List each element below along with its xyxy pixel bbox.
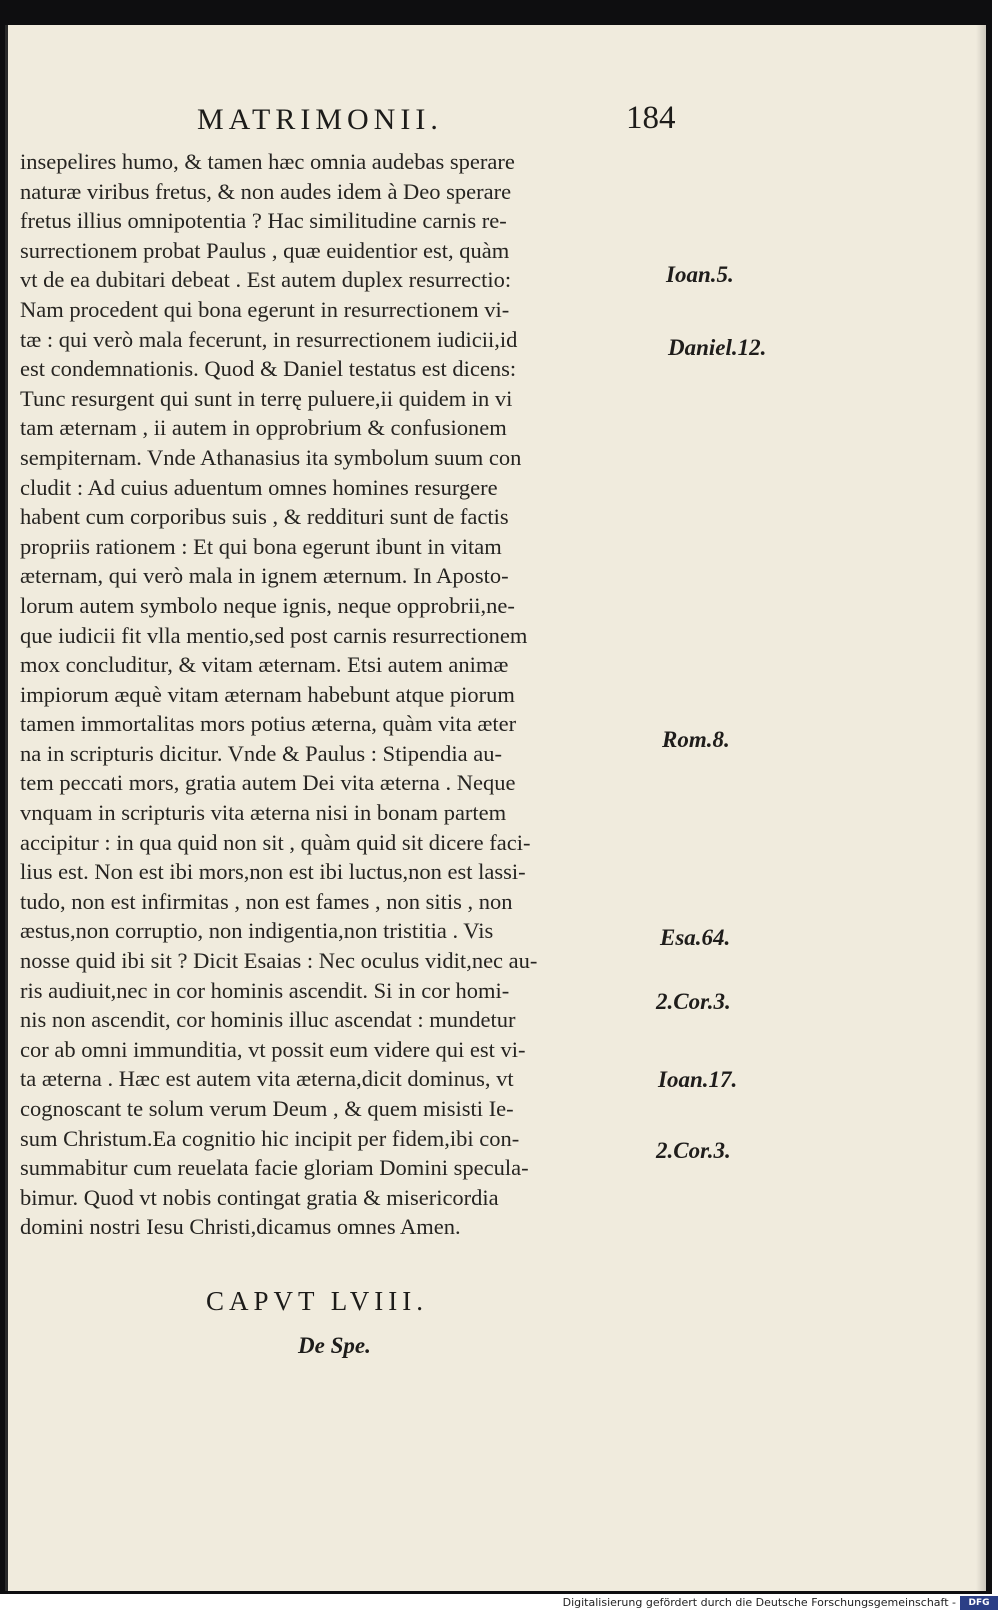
text-line: lorum autem symbolo neque ignis, neque opprobrii,ne- [20,592,515,618]
text-line: æstus,non corruptio, non indigentia,non tristitia . Vis [20,918,494,944]
text-line: que iudicii fit vlla mentio,sed post carnis resurrectionem [20,622,528,648]
text-line: vt de ea dubitari debeat . Est autem duplex resurrectio: [20,267,512,293]
margin-note-2-cor-3-b: 2.Cor.3. [656,1138,731,1163]
text-line: domini nostri Iesu Christi,dicamus omnes Amen. [20,1214,461,1240]
footer-credit: Digitalisierung gefördert durch die Deutsche Forschungsgemeinschaft - [562,1596,956,1609]
text-line: cognoscant te solum verum Deum , & quem misisti Ie- [20,1096,514,1121]
margin-note-ioan-17: Ioan.17. [658,1067,738,1092]
text-line: sempiternam. Vnde Athanasius ita symbolum suum con [20,444,522,470]
text-line: cor ab omni immunditia, vt possit eum videre qui est vi- [20,1036,526,1062]
text-line: mox concluditur, & vitam æternam. Etsi autem animæ [20,652,509,678]
text-line: summabitur cum reuelata facie gloriam Domini specula- [20,1155,529,1181]
page-number: 184 [626,100,676,136]
footer-bar [0,1594,1000,1613]
text-line: æternam, qui verò mala in ignem æternum. In Aposto- [20,563,509,589]
text-line: nosse quid ibi sit ? Dicit Esaias : Nec oculus vidit,nec au- [20,948,538,974]
text-line: fretus illius omnipotentia ? Hac similitudine carnis re- [20,208,507,234]
running-head: MATRIMONII. [197,103,443,136]
text-line: ris audiuit,nec in cor hominis ascendit. Si in cor homi- [20,977,510,1003]
text-line: tamen immortalitas mors potius æterna, quàm vita æter [20,711,517,737]
book-page [5,25,986,1591]
text-line: bimur. Quod vt nobis contingat gratia & misericordia [20,1184,499,1210]
text-line: insepelires humo, & tamen hæc omnia audebas sperare [20,149,515,174]
text-line: ta æterna . Hæc est autem vita æterna,dicit dominus, vt [20,1066,514,1092]
text-line: lius est. Non est ibi mors,non est ibi luctus,non est lassi- [20,859,526,885]
chapter-title: CAPVT LVIII. [206,1286,429,1316]
dfg-logo: DFG [960,1596,998,1610]
text-line: propriis rationem : Et qui bona egerunt ibunt in vitam [20,533,502,559]
text-line: cludit : Ad cuius aduentum omnes homines resurgere [20,474,498,500]
text-line: Nam procedent qui bona egerunt in resurrectionem vi- [20,296,510,322]
text-line: Tunc resurgent qui sunt in terrę puluere,ii quidem in vi [20,385,513,411]
text-line: tem peccati mors, gratia autem Dei vita æterna . Neque [20,770,516,796]
text-line: habent cum corporibus suis , & reddituri sunt de factis [20,504,509,530]
margin-note-esa-64: Esa.64. [660,925,731,950]
text-line: tam æternam , ii autem in opprobrium & confusionem [20,415,507,441]
text-line: na in scripturis dicitur. Vnde & Paulus : Stipendia au- [20,740,503,766]
text-line: est condemnationis. Quod & Daniel testatus est dicens: [20,356,517,382]
margin-note-rom-8: Rom.8. [662,727,730,752]
chapter-subtitle: De Spe. [298,1333,371,1358]
text-line: tæ : qui verò mala fecerunt, in resurrectionem iudicii,id [20,326,518,352]
text-line: surrectionem probat Paulus , quæ euidentior est, quàm [20,237,510,263]
text-line: vnquam in scripturis vita æterna nisi in bonam partem [20,800,507,826]
margin-note-ioan-5: Ioan.5. [666,262,734,287]
margin-note-2-cor-3-a: 2.Cor.3. [656,989,731,1014]
text-line: naturæ viribus fretus, & non audes idem à Deo sperare [20,178,512,204]
body-text [20,147,680,1242]
text-line: tudo, non est infirmitas , non est fames , non sitis , non [20,888,513,914]
text-line: impiorum æquè vitam æternam habebunt atque piorum [20,681,515,707]
text-line: nis non ascendit, cor hominis illuc ascendat : mundetur [20,1007,516,1033]
text-line: sum Christum.Ea cognitio hic incipit per fidem,ibi con- [20,1125,520,1151]
text-line: accipitur : in qua quid non sit , quàm quid sit dicere faci- [20,829,531,855]
margin-note-daniel-12: Daniel.12. [668,335,767,360]
